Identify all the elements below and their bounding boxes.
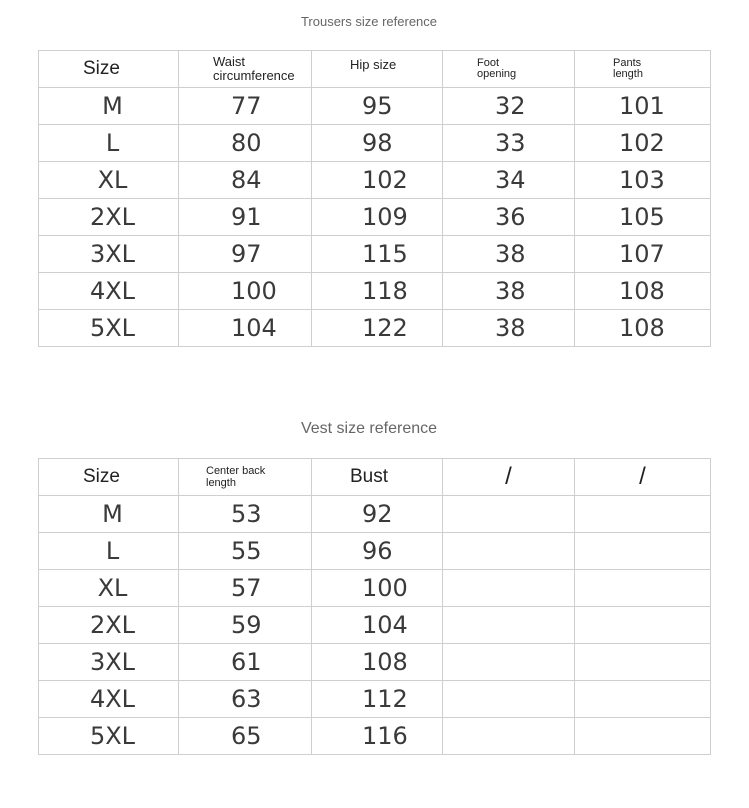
cell-empty <box>443 681 575 718</box>
cell-empty <box>575 496 711 533</box>
table-row <box>39 88 711 125</box>
header-size: Size <box>39 51 179 88</box>
header-pants-length <box>575 51 711 88</box>
table-row <box>39 607 711 644</box>
table-row <box>39 162 711 199</box>
cell-bust: 104 <box>312 607 443 644</box>
cell-hip: 115 <box>312 236 443 273</box>
cell-pants-length: 108 <box>575 273 711 310</box>
table-row <box>39 718 711 755</box>
cell-pants-length: 101 <box>575 88 711 125</box>
cell-empty <box>443 496 575 533</box>
table-row <box>39 533 711 570</box>
cell-foot-opening: 36 <box>443 199 575 236</box>
cell-foot-opening: 38 <box>443 310 575 347</box>
header-empty-column-5: / <box>575 459 711 496</box>
cell-size: 4XL <box>39 681 179 718</box>
header-waist-line2: circumference <box>213 68 295 83</box>
cell-size: XL <box>39 570 179 607</box>
cell-center-back-length: 59 <box>179 607 312 644</box>
cell-empty <box>443 607 575 644</box>
cell-bust: 108 <box>312 644 443 681</box>
cell-empty <box>575 607 711 644</box>
cell-size: L <box>39 125 179 162</box>
cell-center-back-length: 65 <box>179 718 312 755</box>
cell-bust: 92 <box>312 496 443 533</box>
cell-size: L <box>39 533 179 570</box>
cell-foot-opening: 33 <box>443 125 575 162</box>
header-waist-line1: Waist <box>213 54 246 69</box>
cell-size: 2XL <box>39 607 179 644</box>
cell-bust: 112 <box>312 681 443 718</box>
table-row <box>39 125 711 162</box>
cell-bust: 116 <box>312 718 443 755</box>
cell-hip: 102 <box>312 162 443 199</box>
header-center-back-length <box>179 459 312 496</box>
table-row <box>39 570 711 607</box>
header-empty-column-4: / <box>443 459 575 496</box>
cell-pants-length: 108 <box>575 310 711 347</box>
cell-pants-length: 103 <box>575 162 711 199</box>
cell-hip: 98 <box>312 125 443 162</box>
cell-pants-length: 107 <box>575 236 711 273</box>
cell-size: 5XL <box>39 310 179 347</box>
table-row <box>39 310 711 347</box>
cell-size: 2XL <box>39 199 179 236</box>
cell-hip: 122 <box>312 310 443 347</box>
cell-bust: 100 <box>312 570 443 607</box>
header-foot-line2: opening <box>477 68 517 80</box>
cell-empty <box>575 718 711 755</box>
cell-center-back-length: 57 <box>179 570 312 607</box>
header-cbl-line2: length <box>206 477 236 489</box>
table-row <box>39 681 711 718</box>
table-header-row <box>39 51 711 88</box>
table-row <box>39 236 711 273</box>
cell-bust: 96 <box>312 533 443 570</box>
cell-foot-opening: 32 <box>443 88 575 125</box>
cell-waist: 84 <box>179 162 312 199</box>
table-header-row <box>39 459 711 496</box>
cell-foot-opening: 38 <box>443 273 575 310</box>
cell-empty <box>443 570 575 607</box>
header-foot-opening <box>443 51 575 88</box>
header-bust: Bust <box>312 459 443 496</box>
cell-waist: 97 <box>179 236 312 273</box>
header-foot-line1: Foot <box>477 57 500 69</box>
table-row <box>39 273 711 310</box>
cell-size: 4XL <box>39 273 179 310</box>
cell-empty <box>443 533 575 570</box>
cell-pants-length: 102 <box>575 125 711 162</box>
vest-size-table <box>38 458 711 755</box>
header-pants-line1: Pants <box>613 57 642 69</box>
cell-empty <box>575 570 711 607</box>
header-hip-size: Hip size <box>312 51 443 88</box>
cell-center-back-length: 61 <box>179 644 312 681</box>
header-cbl-line1: Center back <box>206 465 266 477</box>
cell-size: 5XL <box>39 718 179 755</box>
cell-empty <box>443 718 575 755</box>
cell-empty <box>575 681 711 718</box>
header-pants-line2: length <box>613 68 643 80</box>
cell-empty <box>575 533 711 570</box>
trousers-caption: Trousers size reference <box>300 14 438 29</box>
cell-empty <box>443 644 575 681</box>
cell-size: 3XL <box>39 644 179 681</box>
table-row <box>39 644 711 681</box>
cell-waist: 104 <box>179 310 312 347</box>
cell-waist: 91 <box>179 199 312 236</box>
cell-size: M <box>39 88 179 125</box>
table-row <box>39 199 711 236</box>
header-size: Size <box>39 459 179 496</box>
cell-size: XL <box>39 162 179 199</box>
cell-size: 3XL <box>39 236 179 273</box>
cell-hip: 109 <box>312 199 443 236</box>
cell-waist: 77 <box>179 88 312 125</box>
cell-hip: 118 <box>312 273 443 310</box>
table-row <box>39 496 711 533</box>
trousers-size-table <box>38 50 711 347</box>
cell-empty <box>575 644 711 681</box>
cell-waist: 80 <box>179 125 312 162</box>
cell-pants-length: 105 <box>575 199 711 236</box>
cell-center-back-length: 55 <box>179 533 312 570</box>
cell-hip: 95 <box>312 88 443 125</box>
cell-center-back-length: 53 <box>179 496 312 533</box>
cell-size: M <box>39 496 179 533</box>
cell-foot-opening: 34 <box>443 162 575 199</box>
cell-waist: 100 <box>179 273 312 310</box>
header-waist-circumference <box>179 51 312 88</box>
cell-foot-opening: 38 <box>443 236 575 273</box>
cell-center-back-length: 63 <box>179 681 312 718</box>
vest-caption: Vest size reference <box>300 420 438 437</box>
